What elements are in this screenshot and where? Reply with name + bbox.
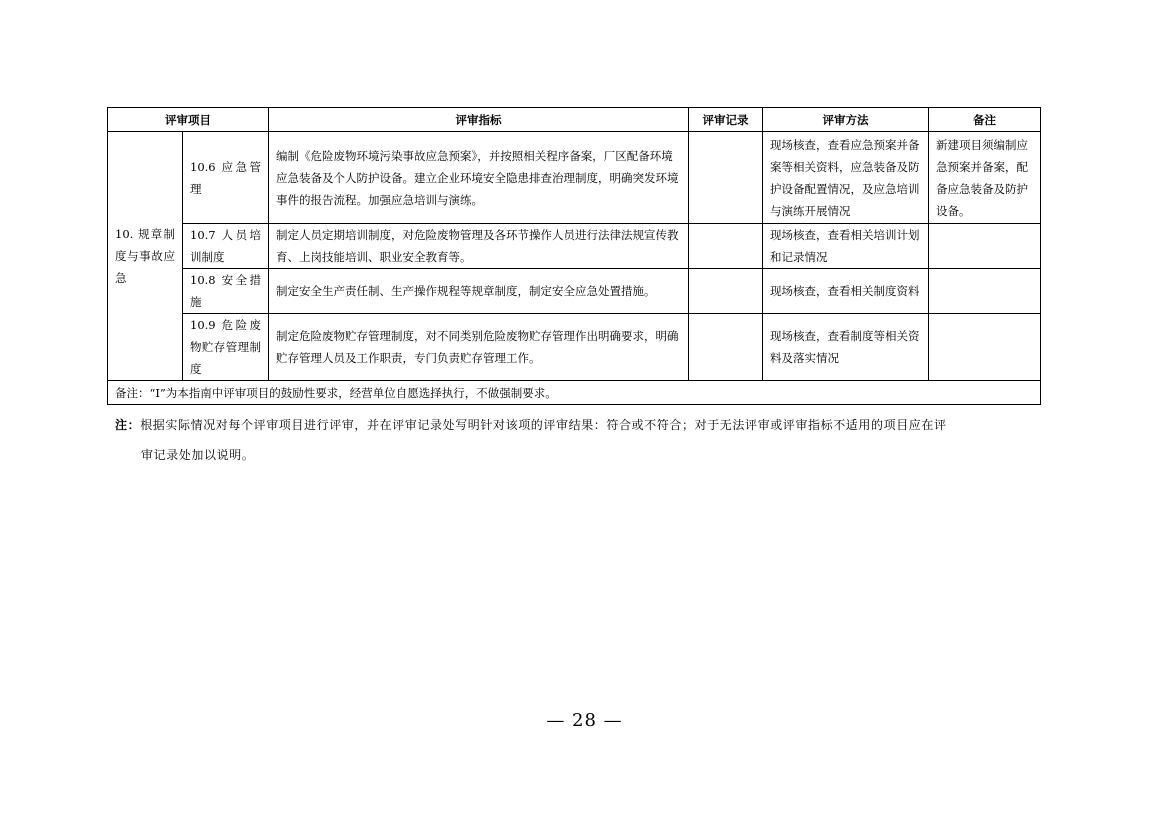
indicator-cell: 制定危险废物贮存管理制度，对不同类别危险废物贮存管理作出明确要求，明确贮存管理人员及工作职责，专门负责贮存管理工作。: [269, 314, 689, 381]
method-cell: 现场核查，查看相关培训计划和记录情况: [763, 224, 929, 269]
table-row: [108, 269, 1041, 314]
table-note: 备注：“I”为本指南中评审项目的鼓励性要求，经营单位自愿选择执行，不做强制要求。: [108, 381, 1041, 405]
table-row: [108, 132, 1041, 224]
indicator-cell: 制定人员定期培训制度，对危险废物管理及各环节操作人员进行法律法规宣传教育、上岗技能培训、职业安全教育等。: [269, 224, 689, 269]
footnote-text-2: 审记录处加以说明。: [141, 448, 255, 462]
indicator-cell: 制定安全生产责任制、生产操作规程等规章制度，制定安全应急处置措施。: [269, 269, 689, 314]
table-row: [108, 314, 1041, 381]
table-note-row: [108, 381, 1041, 405]
item-cell: 10.9 危险废物贮存管理制度: [183, 314, 269, 381]
record-cell: [689, 314, 763, 381]
remark-cell: [929, 269, 1041, 314]
footnote: [115, 410, 1045, 470]
method-cell: 现场核查，查看应急预案并备案等相关资料，应急装备及防护设备配置情况，及应急培训与演练开展情况: [763, 132, 929, 224]
method-cell: 现场核查，查看相关制度资料: [763, 269, 929, 314]
item-cell: 10.7 人员培训制度: [183, 224, 269, 269]
header-review-method: 评审方法: [763, 108, 929, 132]
table-header-row: [108, 108, 1041, 132]
indicator-cell: 编制《危险废物环境污染事故应急预案》，并按照相关程序备案，厂区配备环境应急装备及个人防护设备。建立企业环境安全隐患排查治理制度，明确突发环境事件的报告流程。加强应急培训与演练。: [269, 132, 689, 224]
table-row: [108, 224, 1041, 269]
footnote-text-1: 根据实际情况对每个评审项目进行评审，并在评审记录处写明针对该项的评审结果：符合或不符合；对于无法评审或评审指标不适用的项目应在评: [140, 418, 947, 432]
record-cell: [689, 269, 763, 314]
review-table: [107, 107, 1041, 405]
footnote-line-1: [115, 410, 1045, 440]
method-cell: 现场核查，查看制度等相关资料及落实情况: [763, 314, 929, 381]
category-cell: 10. 规章制度与事故应急: [108, 132, 183, 381]
header-review-record: 评审记录: [689, 108, 763, 132]
page-number: — 28 —: [546, 710, 623, 731]
header-review-indicator: 评审指标: [269, 108, 689, 132]
item-cell: 10.6 应急管理: [183, 132, 269, 224]
remark-cell: [929, 224, 1041, 269]
record-cell: [689, 224, 763, 269]
header-review-item: 评审项目: [108, 108, 269, 132]
remark-cell: [929, 314, 1041, 381]
footnote-label: 注：: [115, 418, 141, 432]
header-remark: 备注: [929, 108, 1041, 132]
remark-cell: 新建项目须编制应急预案并备案，配备应急装备及防护设备。: [929, 132, 1041, 224]
record-cell: [689, 132, 763, 224]
item-cell: 10.8 安全措施: [183, 269, 269, 314]
